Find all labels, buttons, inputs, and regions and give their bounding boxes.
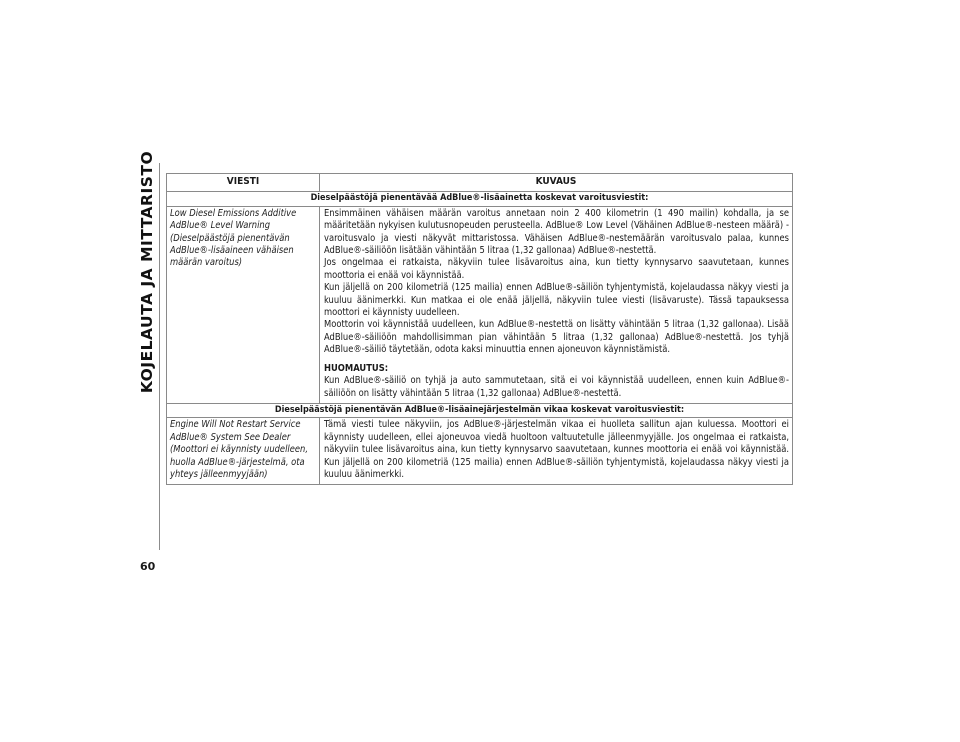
note-heading: HUOMAUTUS: — [324, 362, 389, 374]
note-text: Kun AdBlue®-säiliö on tyhjä ja auto sammutetaan, sitä ei voi käynnistää uudelleen, ennen kuin AdBlue®-säiliöön on lisätty vähintään 5 litraa (1,32 gallonaa) AdBlue®-nestettä. — [324, 375, 789, 399]
chapter-side-title — [135, 150, 159, 394]
description-paragraph: Moottorin voi käynnistää uudelleen, kun AdBlue®-nestettä on lisätty vähintään 5 litraa (1,32 gallonaa). Lisää AdBlue®-säiliöön mahdollisimman pian vähintään 5 litraa (1,32 gallonaa) AdBlue®-nestettä. Jos tyhjä AdBlue®-säiliö täytetään, odota kaksi minuuttia ennen ajoneuvon käynnistämistä. — [324, 319, 789, 356]
section-title-adblue-warnings: Dieselpäästöjä pienentävää AdBlue®-lisäainetta koskevat varoitusviestit: — [167, 192, 793, 206]
header-message: VIESTI — [167, 174, 320, 192]
chapter-title-text: KOJELAUTA JA MITTARISTO — [138, 150, 157, 394]
warning-message-table — [166, 173, 793, 485]
message-description — [320, 418, 793, 485]
table-row — [167, 206, 793, 403]
message-name: Engine Will Not Restart Service AdBlue® System See Dealer (Moottori ei käynnisty uudelleen, huolla AdBlue®-järjestelmä, ota yhteys jälleenmyyjään) — [167, 418, 320, 485]
chapter-divider-line — [159, 163, 160, 550]
section-row — [167, 403, 793, 417]
description-paragraph: Tämä viesti tulee näkyviin, jos AdBlue®-järjestelmän vikaa ei huolleta sallitun ajan kuluessa. Moottori ei käynnisty uudelleen, ellei ajoneuvoa viedä huoltoon valtuutetulle jälleenmyyjälle. Jos ongelmaa ei ratkaista, näkyviin tulee lisävaroitus aina, kun tietty kynnysarvo saavutetaan, kunnes moottoria ei enää voi käynnistää. Kun jäljellä on 200 kilometriä (125 mailia) ennen AdBlue®-säiliön tyhjentymistä, kojelaudassa näkyy viesti ja kuuluu äänimerkki. — [324, 419, 789, 480]
table-header-row — [167, 174, 793, 192]
description-paragraph: Kun jäljellä on 200 kilometriä (125 mailia) ennen AdBlue®-säiliön tyhjentymistä, kojelaudassa näkyy viesti ja kuuluu äänimerkki. Kun matkaa ei ole enää jäljellä, näkyviin tulee viesti (lisävaruste). Tässä tapauksessa moottori ei käynnisty uudelleen. — [324, 282, 789, 319]
description-paragraph: Jos ongelmaa ei ratkaista, näkyviin tulee lisävaroitus aina, kun tietty kynnysarvo saavutetaan, kunnes moottoria ei enää voi käynnistää. — [324, 257, 789, 281]
header-description: KUVAUS — [320, 174, 793, 192]
page-number: 60 — [140, 560, 156, 573]
table-row — [167, 418, 793, 485]
description-paragraph: Ensimmäinen vähäisen määrän varoitus annetaan noin 2 400 kilometrin (1 490 mailin) kohdalla, ja se määritetään nykyisen kulutusnopeuden perusteella. AdBlue® Low Level (Vähäinen AdBlue®-nesteen määrä) -varoitusvalo ja viesti näkyvät mittaristossa. Vähäisen AdBlue®-nestemäärän varoitusvalo palaa, kunnes AdBlue®-säiliöön lisätään vähintään 5 litraa (1,32 gallonaa) AdBlue®-nestettä. — [324, 207, 789, 257]
section-title-adblue-system-faults: Dieselpäästöjä pienentävän AdBlue®-lisäainejärjestelmän vikaa koskevat varoitusviestit: — [167, 403, 793, 417]
section-row — [167, 192, 793, 206]
message-description — [320, 206, 793, 403]
message-name: Low Diesel Emissions Additive AdBlue® Level Warning (Dieselpäästöjä pienentävän AdBlue®-lisäaineen vähäisen määrän varoitus) — [167, 206, 320, 403]
